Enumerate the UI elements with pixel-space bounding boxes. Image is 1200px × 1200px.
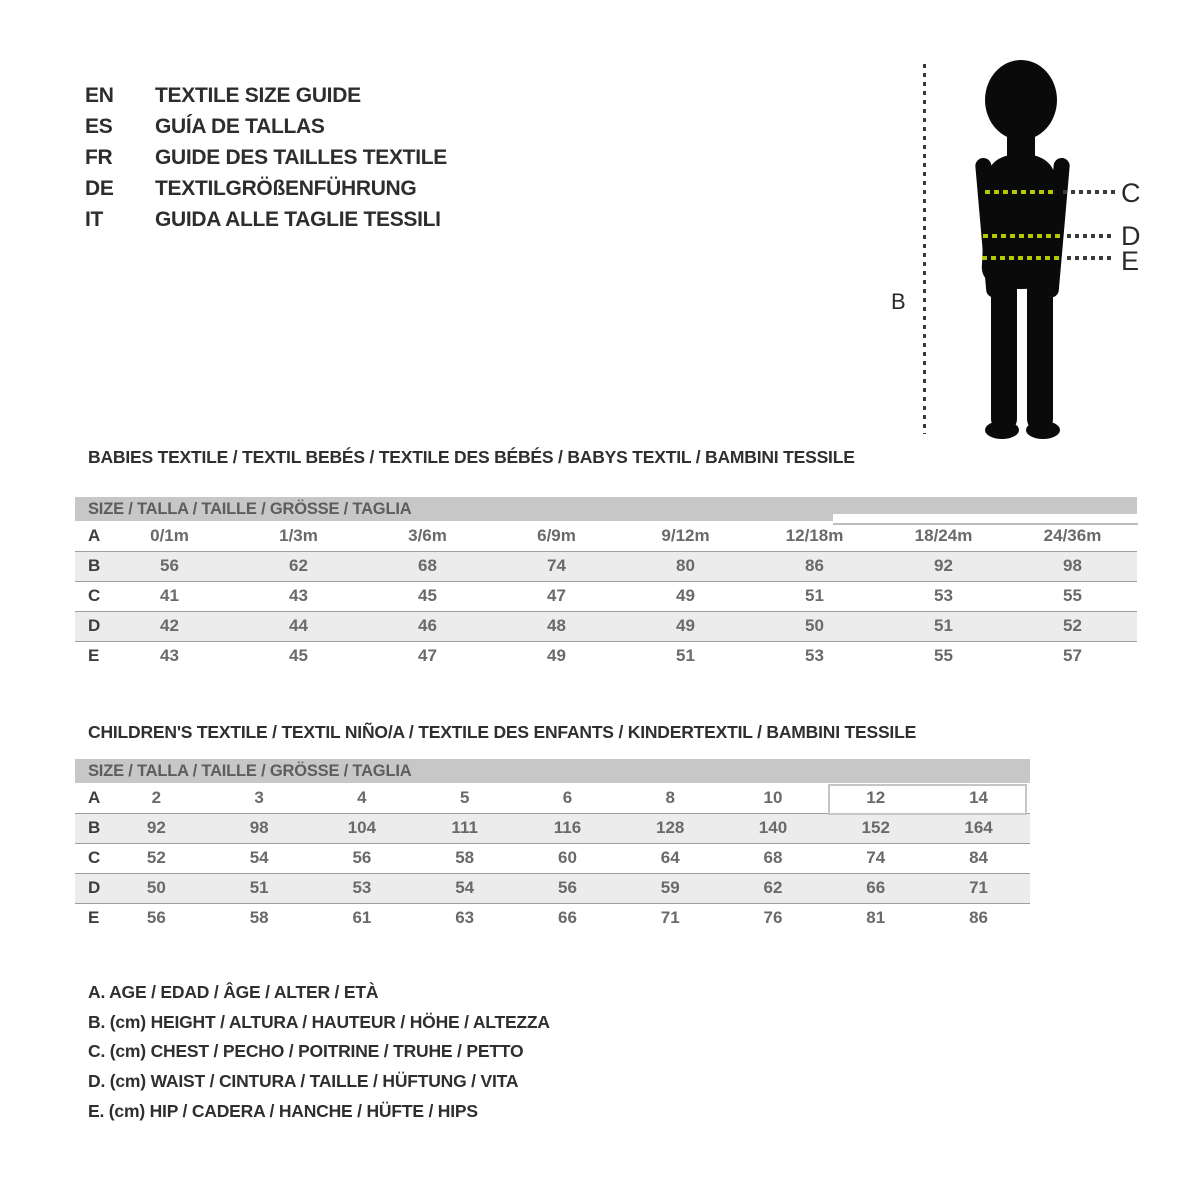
size-cell: 48 bbox=[547, 616, 566, 635]
size-cell: 64 bbox=[660, 848, 680, 867]
size-cell: 2 bbox=[151, 787, 162, 807]
language-row bbox=[85, 142, 447, 173]
table-row bbox=[75, 903, 1030, 933]
language-row bbox=[85, 173, 447, 204]
size-cell: 53 bbox=[805, 646, 824, 666]
size-cell: 66 bbox=[866, 878, 886, 897]
size-cell: 56 bbox=[352, 848, 372, 867]
size-cell: 54 bbox=[455, 878, 475, 897]
size-cell: 52 bbox=[1063, 616, 1082, 635]
table-row bbox=[75, 551, 1137, 581]
waist-pointer-line bbox=[1067, 234, 1115, 238]
language-title: GUIDA ALLE TAGLIE TESSILI bbox=[155, 207, 441, 231]
language-list bbox=[85, 80, 447, 235]
size-cell: 111 bbox=[451, 818, 478, 837]
size-cell: 54 bbox=[249, 848, 269, 867]
children-table-header-band: SIZE / TALLA / TAILLE / GRÖSSE / TAGLIA bbox=[75, 759, 1030, 783]
row-label: C bbox=[88, 586, 101, 605]
size-cell: 56 bbox=[160, 556, 179, 575]
child-silhouette-icon bbox=[955, 58, 1090, 443]
size-cell: 104 bbox=[347, 818, 377, 837]
language-title: GUÍA DE TALLAS bbox=[155, 114, 325, 138]
size-cell: 80 bbox=[676, 556, 695, 575]
language-row bbox=[85, 204, 447, 235]
size-cell: 10 bbox=[763, 787, 783, 807]
hip-label: E bbox=[1121, 246, 1140, 276]
size-cell: 76 bbox=[763, 908, 783, 928]
size-cell: 63 bbox=[455, 908, 475, 928]
table-row bbox=[75, 873, 1030, 903]
row-label: D bbox=[88, 878, 101, 897]
size-cell: 42 bbox=[160, 616, 179, 635]
size-cell: 74 bbox=[866, 848, 886, 867]
size-cell: 45 bbox=[289, 646, 308, 666]
size-cell: 59 bbox=[660, 878, 680, 897]
legend-item: B. (cm) HEIGHT / ALTURA / HAUTEUR / HÖHE / ALTEZZA bbox=[88, 1011, 550, 1032]
row-label: E bbox=[88, 908, 100, 928]
size-cell: 51 bbox=[805, 586, 824, 605]
language-title: TEXTILGRÖßENFÜHRUNG bbox=[155, 176, 417, 200]
size-cell: 116 bbox=[553, 818, 582, 837]
size-cell: 51 bbox=[934, 616, 953, 635]
babies-section-title: BABIES TEXTILE / TEXTIL BEBÉS / TEXTILE DES BÉBÉS / BABYS TEXTIL / BAMBINI TESSILE bbox=[88, 447, 855, 467]
size-cell: 45 bbox=[418, 586, 437, 605]
table-row bbox=[75, 521, 1137, 551]
height-label: B bbox=[891, 289, 906, 314]
size-cell: 74 bbox=[547, 556, 566, 575]
legend-item: E. (cm) HIP / CADERA / HANCHE / HÜFTE / HIPS bbox=[88, 1100, 478, 1121]
language-title: TEXTILE SIZE GUIDE bbox=[155, 83, 361, 107]
size-cell: 140 bbox=[758, 818, 788, 837]
table-row bbox=[75, 813, 1030, 843]
size-cell: 71 bbox=[660, 908, 680, 928]
babies-size-highlight-box bbox=[833, 514, 1138, 522]
babies-table-header-band: SIZE / TALLA / TAILLE / GRÖSSE / TAGLIA bbox=[75, 497, 1137, 521]
size-cell: 47 bbox=[418, 646, 437, 666]
size-cell: 84 bbox=[969, 848, 989, 867]
waist-label: D bbox=[1121, 221, 1141, 251]
size-cell: 18/24m bbox=[914, 525, 973, 545]
size-cell: 152 bbox=[861, 818, 890, 837]
row-label: D bbox=[88, 616, 101, 635]
size-cell: 55 bbox=[1063, 586, 1082, 605]
measurement-legend bbox=[88, 978, 550, 1126]
language-title: GUIDE DES TAILLES TEXTILE bbox=[155, 145, 447, 169]
size-cell: 12 bbox=[866, 787, 886, 807]
chest-label: C bbox=[1121, 178, 1141, 208]
size-cell: 92 bbox=[146, 818, 166, 837]
size-cell: 56 bbox=[557, 878, 577, 897]
size-cell: 60 bbox=[557, 848, 577, 867]
size-cell: 1/3m bbox=[279, 525, 318, 545]
size-cell: 57 bbox=[1063, 646, 1082, 666]
size-cell: 24/36m bbox=[1043, 525, 1102, 545]
size-cell: 92 bbox=[934, 556, 953, 575]
hip-dashed-line bbox=[982, 256, 1062, 260]
language-code: DE bbox=[85, 176, 114, 200]
size-cell: 51 bbox=[249, 878, 269, 897]
size-cell: 98 bbox=[1063, 556, 1082, 575]
size-cell: 52 bbox=[146, 848, 166, 867]
row-label: E bbox=[88, 646, 100, 666]
legend-item: D. (cm) WAIST / CINTURA / TAILLE / HÜFTUNG / VITA bbox=[88, 1071, 519, 1092]
hip-pointer-line bbox=[1067, 256, 1115, 260]
size-cell: 41 bbox=[160, 586, 179, 605]
language-row bbox=[85, 80, 447, 111]
size-cell: 50 bbox=[146, 878, 166, 897]
language-code: ES bbox=[85, 114, 113, 138]
language-code: FR bbox=[85, 145, 113, 169]
language-row bbox=[85, 111, 447, 142]
size-cell: 44 bbox=[289, 616, 308, 635]
size-cell: 128 bbox=[656, 818, 685, 837]
table-row bbox=[75, 843, 1030, 873]
table-row bbox=[75, 581, 1137, 611]
chest-dashed-line bbox=[985, 190, 1057, 194]
size-cell: 49 bbox=[547, 646, 566, 666]
size-cell: 43 bbox=[160, 646, 179, 666]
size-cell: 164 bbox=[964, 818, 993, 837]
size-cell: 68 bbox=[418, 556, 437, 575]
size-cell: 58 bbox=[249, 908, 269, 928]
chest-pointer-line bbox=[1063, 190, 1115, 194]
size-cell: 53 bbox=[934, 586, 953, 605]
size-cell: 98 bbox=[249, 818, 269, 837]
size-cell: 86 bbox=[969, 908, 989, 928]
size-cell: 47 bbox=[547, 586, 566, 605]
size-cell: 5 bbox=[459, 787, 470, 807]
size-cell: 4 bbox=[357, 787, 367, 807]
waist-dashed-line bbox=[983, 234, 1061, 238]
size-cell: 8 bbox=[665, 787, 675, 807]
size-cell: 62 bbox=[289, 556, 308, 575]
table-row bbox=[75, 611, 1137, 641]
size-cell: 9/12m bbox=[661, 525, 710, 545]
size-cell: 14 bbox=[969, 787, 989, 807]
size-cell: 12/18m bbox=[785, 525, 844, 545]
row-label: B bbox=[88, 818, 101, 837]
legend-item: C. (cm) CHEST / PECHO / POITRINE / TRUHE / PETTO bbox=[88, 1041, 524, 1062]
size-cell: 62 bbox=[763, 878, 783, 897]
size-cell: 6 bbox=[562, 787, 573, 807]
row-label: C bbox=[88, 848, 101, 867]
size-cell: 58 bbox=[455, 848, 475, 867]
size-cell: 56 bbox=[146, 908, 166, 928]
legend-item: A. AGE / EDAD / ÂGE / ALTER / ETÀ bbox=[88, 982, 379, 1003]
size-cell: 50 bbox=[805, 616, 824, 635]
size-cell: 49 bbox=[676, 616, 695, 635]
table-row bbox=[75, 641, 1137, 671]
measurement-figure bbox=[855, 48, 1185, 458]
size-cell: 71 bbox=[969, 878, 989, 897]
size-cell: 0/1m bbox=[150, 525, 189, 545]
size-cell: 3/6m bbox=[408, 525, 447, 545]
size-cell: 68 bbox=[763, 848, 783, 867]
row-label: B bbox=[88, 556, 101, 575]
children-section-title: CHILDREN'S TEXTILE / TEXTIL NIÑO/A / TEXTILE DES ENFANTS / KINDERTEXTIL / BAMBINI TESSILE bbox=[88, 722, 917, 742]
size-cell: 43 bbox=[289, 586, 308, 605]
size-cell: 51 bbox=[676, 646, 695, 666]
children-size-highlight-box bbox=[828, 784, 1027, 815]
babies-size-highlight-line bbox=[833, 523, 1138, 525]
size-cell: 81 bbox=[866, 908, 886, 928]
size-cell: 61 bbox=[352, 908, 372, 928]
row-label: A bbox=[88, 787, 101, 807]
size-cell: 3 bbox=[254, 787, 264, 807]
size-cell: 49 bbox=[676, 586, 695, 605]
size-cell: 55 bbox=[934, 646, 953, 666]
size-cell: 53 bbox=[352, 878, 372, 897]
size-cell: 46 bbox=[418, 616, 437, 635]
size-cell: 66 bbox=[557, 908, 577, 928]
height-dashed-line bbox=[923, 64, 926, 434]
size-cell: 86 bbox=[805, 556, 824, 575]
size-cell: 6/9m bbox=[537, 525, 576, 545]
language-code: EN bbox=[85, 83, 114, 107]
row-label: A bbox=[88, 525, 101, 545]
language-code: IT bbox=[85, 207, 104, 231]
